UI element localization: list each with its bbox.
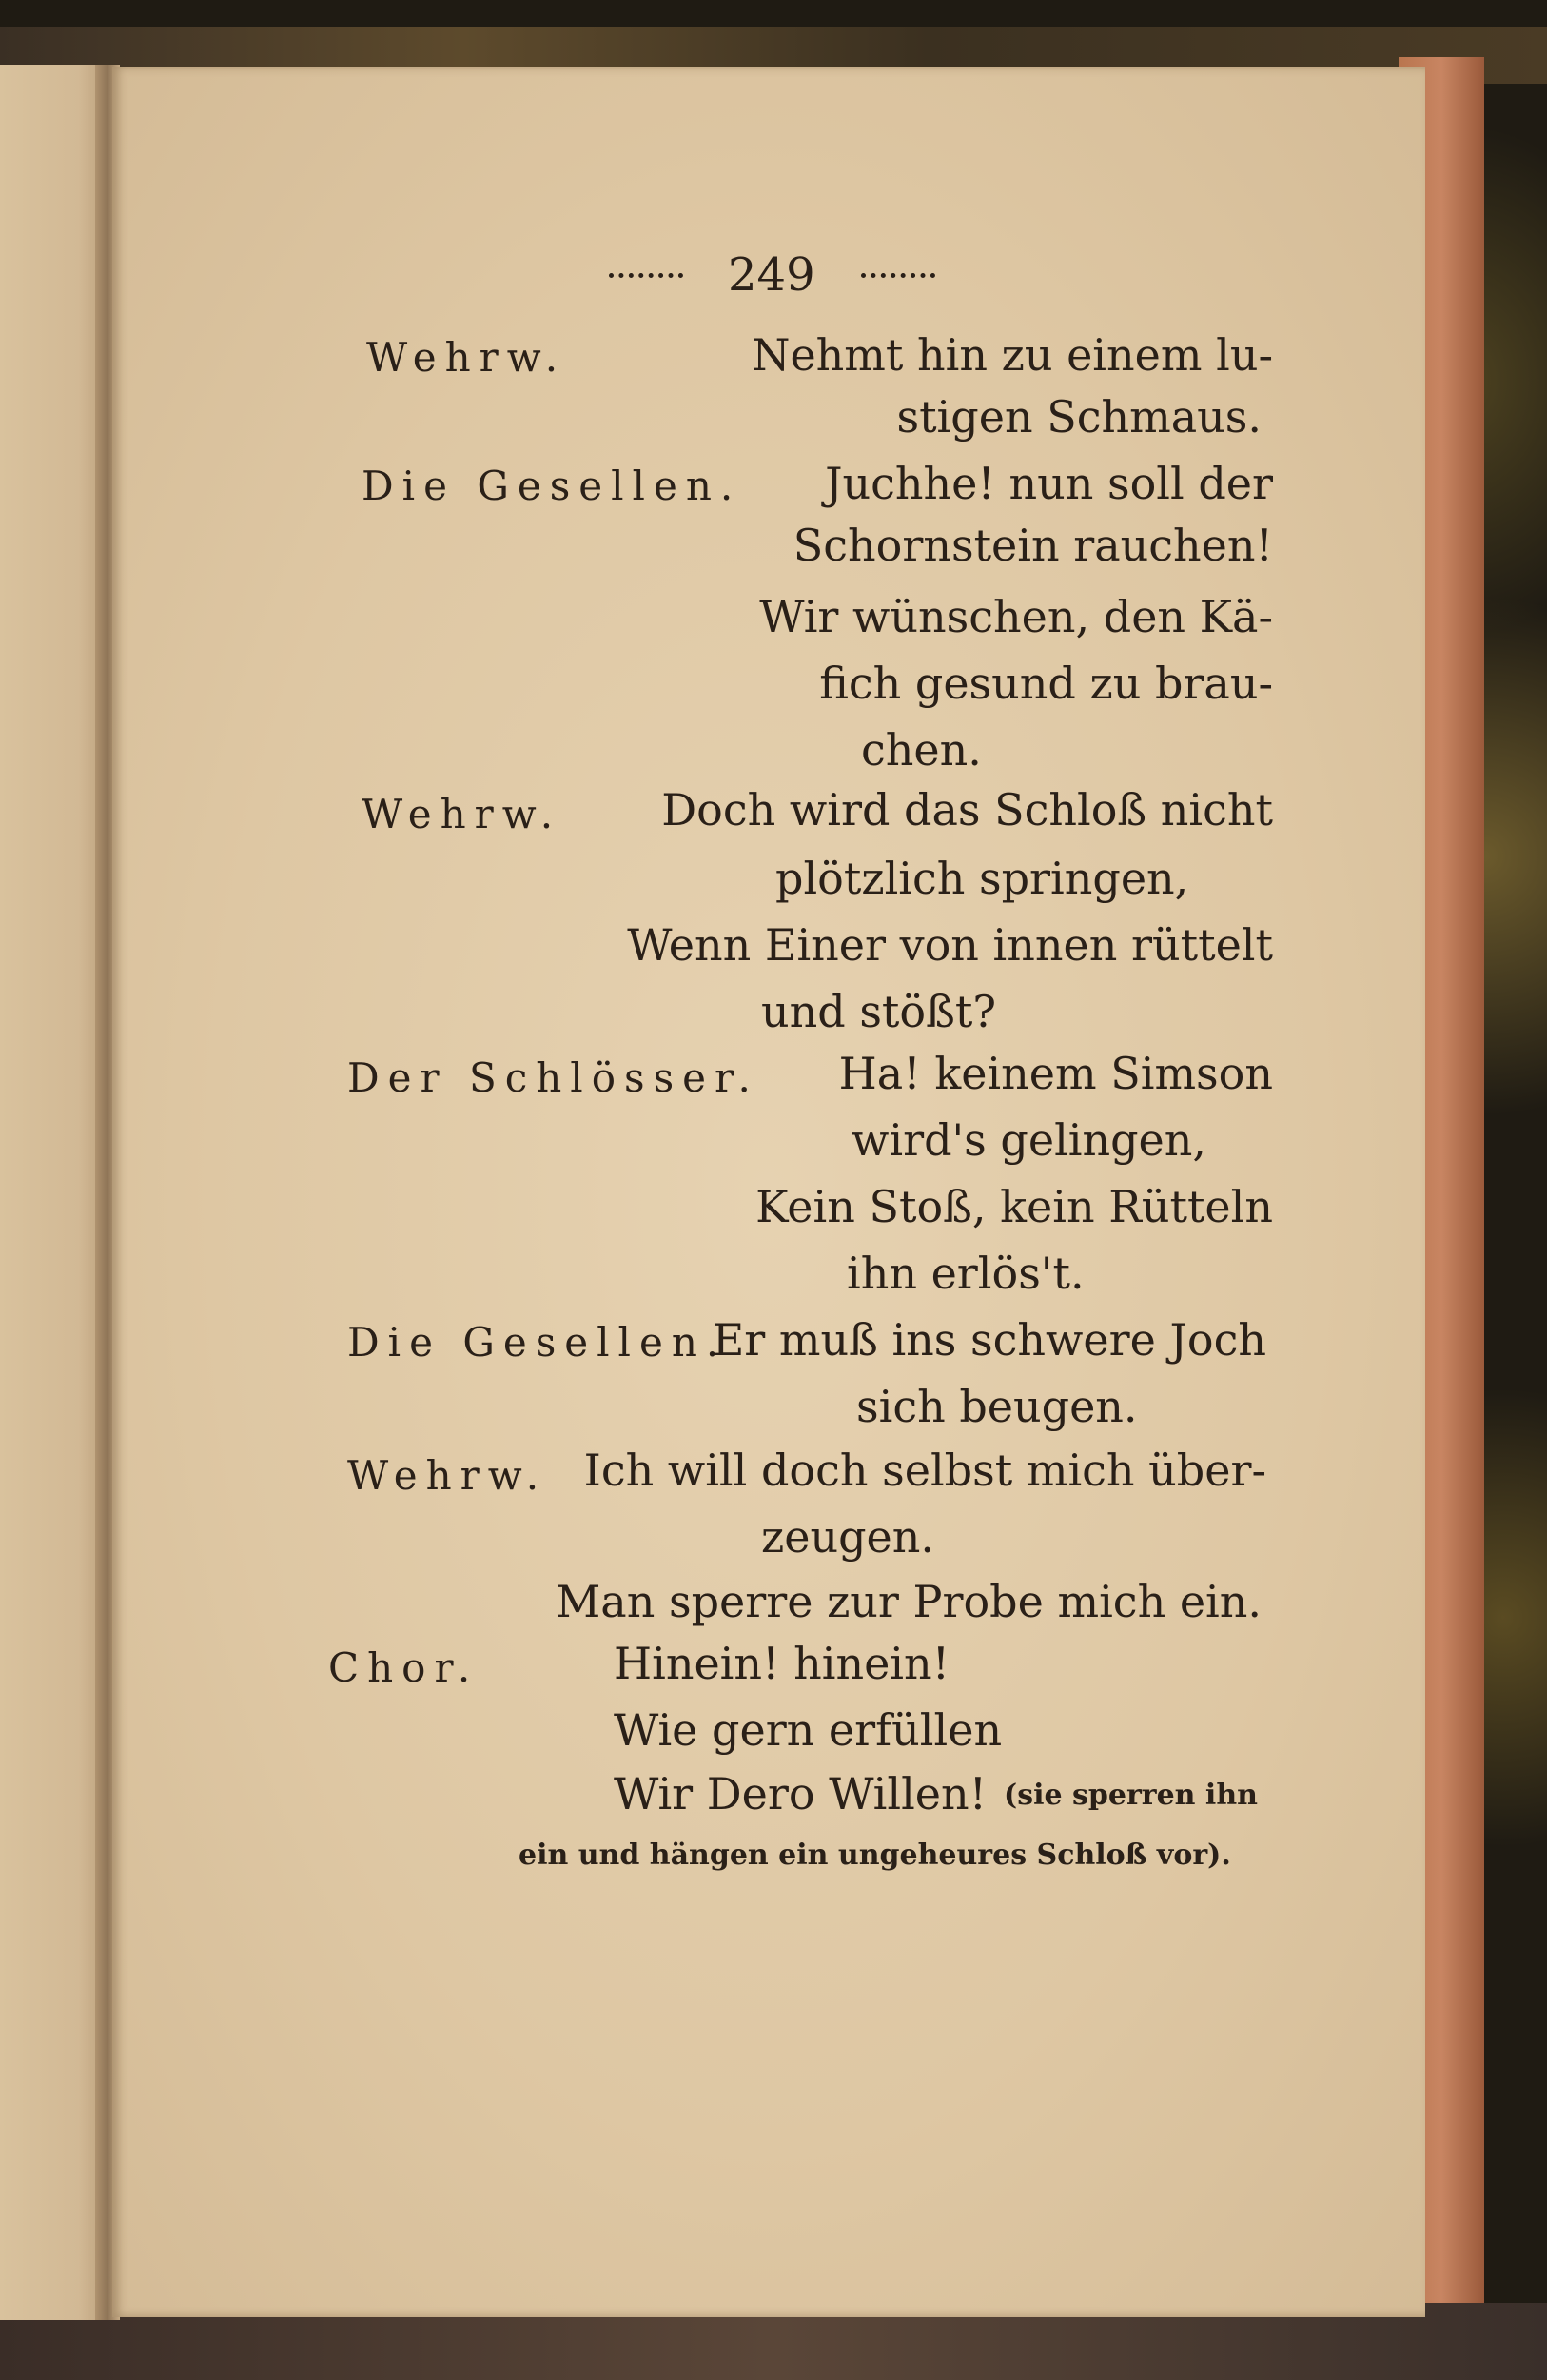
stage-direction: ein und hängen ein ungeheures Schloß vor). bbox=[519, 1839, 1231, 1872]
verse-line: Er muß ins schwere Joch bbox=[712, 1314, 1266, 1366]
ornament-right bbox=[861, 273, 935, 285]
verse-line: Ha! keinem Simson bbox=[838, 1048, 1273, 1099]
speaker-label: Die Gesellen. bbox=[362, 462, 742, 509]
ornament-left bbox=[609, 273, 683, 285]
speaker-label: Wehrw. bbox=[366, 334, 567, 381]
verse-line: Nehmt hin zu einem lu- bbox=[752, 329, 1273, 381]
verse-line: und stößt? bbox=[761, 986, 996, 1037]
verse-line: Wir wünschen, den Kä- bbox=[759, 591, 1273, 642]
verse-line: Man sperre zur Probe mich ein. bbox=[556, 1576, 1262, 1627]
verse-line: Juchhe! nun soll der bbox=[825, 458, 1273, 509]
stage-direction: (sie sperren ihn bbox=[1004, 1779, 1258, 1812]
verse-line: sich beugen. bbox=[856, 1381, 1138, 1432]
speaker-label: Der Schlösser. bbox=[347, 1054, 759, 1101]
verse-line: Doch wird das Schloß nicht bbox=[661, 784, 1273, 836]
verse-line: Wenn Einer von innen rüttelt bbox=[627, 919, 1273, 971]
verse-line: wird's gelingen, bbox=[852, 1114, 1207, 1166]
speaker-label: Chor. bbox=[328, 1644, 480, 1691]
verse-line: Wie gern erfüllen bbox=[614, 1704, 1003, 1756]
page-number: 249 bbox=[728, 248, 815, 302]
speaker-label: Die Gesellen. bbox=[347, 1319, 728, 1366]
verse-line: Kein Stoß, kein Rütteln bbox=[755, 1181, 1273, 1232]
verse-line: zeugen. bbox=[761, 1511, 935, 1563]
verse-line: Ich will doch selbst mich über- bbox=[583, 1445, 1266, 1496]
verse-line: stigen Schmaus. bbox=[896, 391, 1262, 443]
verse-line: plötzlich springen, bbox=[775, 853, 1189, 904]
verse-line: chen. bbox=[861, 724, 982, 776]
verse-line: fich gesund zu brau- bbox=[819, 658, 1273, 709]
speaker-label: Wehrw. bbox=[362, 791, 562, 837]
verse-line: Hinein! hinein! bbox=[614, 1638, 950, 1689]
verse-line: ihn erlös't. bbox=[847, 1248, 1085, 1299]
verse-line: Schornstein rauchen! bbox=[793, 520, 1273, 571]
speaker-label: Wehrw. bbox=[347, 1452, 548, 1499]
verse-line: Wir Dero Willen! bbox=[614, 1768, 988, 1819]
